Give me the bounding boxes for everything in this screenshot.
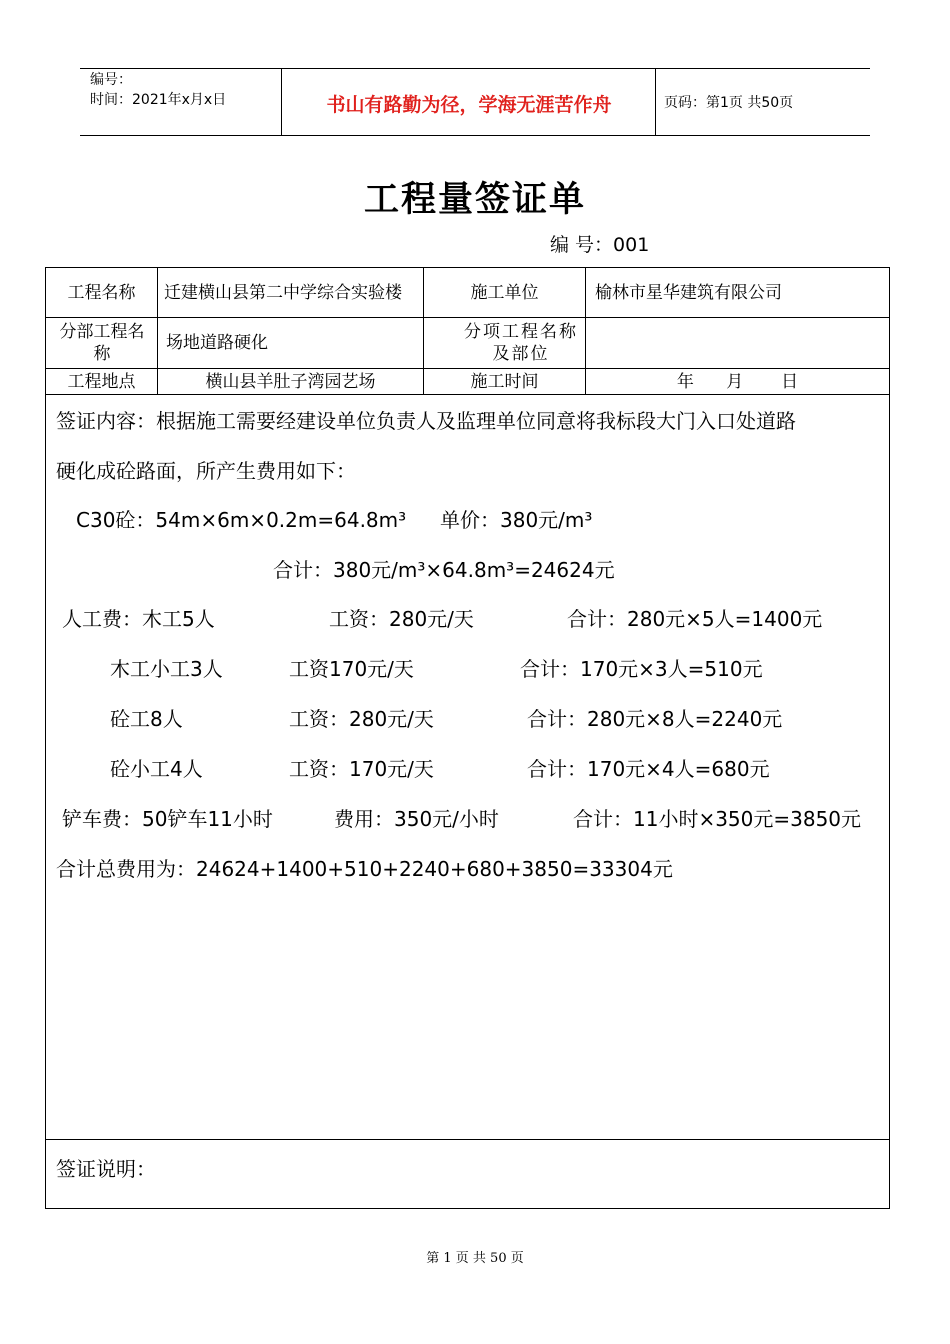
value-sub-project: 场地道路硬化 [166, 333, 268, 353]
document-number: 编 号：001 [550, 234, 650, 256]
value-project-name: 迁建横山县第二中学综合实验楼 [164, 282, 402, 303]
label-project-name: 工程名称 [67, 282, 136, 303]
header-divider-left [281, 68, 282, 136]
header-time-label: 时间：2021年x月x日 [90, 92, 227, 108]
header-top-rule [80, 68, 870, 69]
concrete-item: C30砼：54m×6m×0.2m=64.8m³ [76, 508, 407, 532]
row-divider-4 [45, 1139, 890, 1140]
content-line-2: 硬化成砼路面，所产生费用如下： [56, 459, 356, 483]
row-divider-3 [45, 394, 890, 395]
concrete-price: 单价：380元/m³ [440, 508, 593, 532]
loader-name: 铲车费：50铲车11小时 [62, 807, 273, 831]
labor-total: 合计：280元×5人=1400元 [567, 607, 823, 631]
labor-wage: 工资：170元/天 [289, 757, 434, 781]
value-sub-item [595, 318, 885, 368]
header-motto: 书山有路勤为径，学海无涯苦作舟 [326, 94, 612, 116]
grand-total: 合计总费用为：24624+1400+510+2240+680+3850=33304元 [56, 857, 673, 881]
value-work-time: 年 月 日 [676, 371, 799, 392]
header-page-label: 页码：第1页 共50页 [664, 95, 794, 111]
labor-total: 合计：170元×4人=680元 [527, 757, 770, 781]
value-location: 横山县羊肚子湾园艺场 [205, 371, 376, 392]
label-work-time: 施工时间 [470, 371, 539, 392]
labor-name: 人工费：木工5人 [62, 607, 215, 631]
header-bottom-rule [80, 135, 870, 136]
remarks-label: 签证说明： [56, 1157, 156, 1181]
labor-name: 木工小工3人 [110, 657, 223, 681]
labor-total: 合计：170元×3人=510元 [520, 657, 763, 681]
page-title: 工程量签证单 [363, 180, 586, 220]
label-contractor: 施工单位 [470, 282, 539, 303]
label-sub-item: 分项工程名称及部位 [464, 322, 578, 364]
page-footer: 第 1 页 共 50 页 [426, 1251, 524, 1266]
loader-rate: 费用：350元/小时 [334, 807, 499, 831]
labor-wage: 工资：280元/天 [289, 707, 434, 731]
concrete-total: 合计：380元/m³×64.8m³=24624元 [273, 558, 615, 582]
label-sub-project: 分部工程名称 [59, 322, 145, 364]
header-divider-right [655, 68, 656, 136]
labor-wage: 工资170元/天 [289, 657, 414, 681]
label-location: 工程地点 [67, 371, 136, 392]
labor-name: 砼工8人 [110, 707, 183, 731]
loader-total: 合计：11小时×350元=3850元 [573, 807, 862, 831]
labor-name: 砼小工4人 [110, 757, 203, 781]
value-contractor: 榆林市星华建筑有限公司 [595, 282, 782, 303]
labor-total: 合计：280元×8人=2240元 [527, 707, 783, 731]
labor-wage: 工资：280元/天 [329, 607, 474, 631]
content-line-1: 签证内容：根据施工需要经建设单位负责人及监理单位同意将我标段大门入口处道路 [56, 409, 796, 433]
header-number-label: 编号： [90, 72, 132, 88]
